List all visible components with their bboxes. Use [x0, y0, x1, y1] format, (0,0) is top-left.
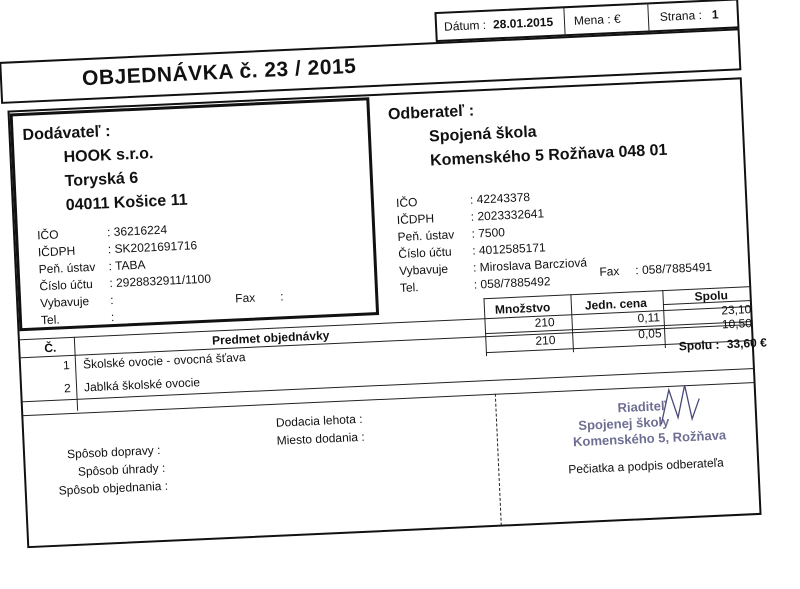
signature-scribble — [654, 378, 716, 431]
supplier-tel: : — [110, 309, 115, 325]
signature-caption: Pečiatka a podpis odberateľa — [568, 455, 725, 477]
col-predmet: Predmet objednávky — [211, 328, 330, 348]
supplier-tel-label: Tel. — [40, 312, 60, 328]
customer-icdph: : 2023332641 — [470, 206, 545, 224]
stamp-line-2: Spojenej školy — [577, 413, 670, 434]
customer-fax: : 058/7885491 — [635, 259, 713, 278]
datum-value: 28.01.2015 — [492, 14, 554, 32]
supplier-vybavuje-label: Vybavuje — [39, 294, 90, 311]
row-2-price: 0,05 — [637, 326, 662, 342]
row-2-qty: 210 — [535, 333, 556, 348]
row-2-num: 2 — [63, 381, 72, 396]
dodacia-lehota: Dodacia lehota : — [275, 411, 363, 430]
col-cislo: Č. — [43, 340, 57, 356]
customer-fax-label: Fax — [599, 264, 620, 279]
strana-value: 1 — [711, 7, 719, 22]
customer-ico-label: IČO — [395, 195, 418, 211]
customer-name: Spojená škola — [428, 123, 537, 146]
supplier-city: 04011 Košice 11 — [65, 191, 188, 215]
supplier-account-label: Číslo účtu — [39, 276, 94, 294]
page-title: OBJEDNÁVKA č. 23 / 2015 — [81, 54, 357, 91]
supplier-ico: : 36216224 — [106, 222, 168, 240]
supplier-icdph-label: IČDPH — [37, 243, 76, 260]
stamp-line-3: Komenského 5, Rožňava — [572, 427, 727, 450]
supplier-icdph: : SK2021691716 — [107, 238, 198, 257]
customer-ico: : 42243378 — [469, 190, 531, 207]
supplier-account: : 2928832911/1100 — [109, 271, 212, 291]
datum-label: Dátum : — [443, 17, 487, 34]
row-1-num: 1 — [62, 358, 71, 373]
supplier-fax: : — [279, 289, 284, 304]
stamp-line-1: Riaditeľ — [617, 398, 667, 416]
supplier-ico-label: IČO — [36, 227, 59, 243]
supplier-bank: : TABA — [108, 257, 146, 274]
sposob-dopravy: Spôsob dopravy : — [66, 443, 161, 462]
customer-heading: Odberateľ : — [387, 102, 475, 124]
supplier-street: Toryská 6 — [64, 169, 139, 191]
row-1-total: 23,10 — [720, 302, 752, 318]
col-spolu: Spolu — [694, 288, 729, 304]
customer-icdph-label: IČDPH — [396, 211, 435, 228]
sum-label: Spolu : — [678, 337, 720, 354]
customer-address: Komenského 5 Rožňava 048 01 — [429, 141, 668, 170]
mena-value: € — [613, 11, 621, 27]
customer-account-label: Číslo účtu — [398, 244, 452, 262]
row-1-item: Školské ovocie - ovocná šťava — [82, 350, 246, 372]
row-1-price: 0,11 — [637, 310, 661, 326]
row-1-qty: 210 — [534, 315, 555, 330]
customer-account: : 4012585171 — [471, 240, 546, 258]
customer-bank-label: Peň. ústav — [397, 227, 455, 245]
supplier-fax-label: Fax — [234, 290, 256, 306]
sposob-uhrady: Spôsob úhrady : — [77, 460, 166, 479]
sposob-objednania: Spôsob objednania : — [58, 478, 169, 498]
sum-value: 33,60 € — [726, 335, 768, 352]
col-mnozstvo: Množstvo — [494, 300, 551, 317]
customer-bank: : 7500 — [471, 225, 506, 241]
supplier-vybavuje: : — [109, 293, 114, 308]
mena-label: Mena : — [573, 12, 611, 28]
col-cena: Jedn. cena — [584, 295, 648, 313]
customer-vybavuje: : Miroslava Barcziová — [472, 255, 588, 275]
miesto-dodania: Miesto dodania : — [276, 429, 366, 448]
row-2-total: 10,50 — [721, 316, 753, 332]
supplier-name: HOOK s.r.o. — [63, 145, 154, 167]
strana-label: Strana : — [659, 8, 703, 24]
customer-vybavuje-label: Vybavuje — [398, 261, 449, 279]
supplier-heading: Dodávateľ : — [22, 122, 111, 144]
row-2-item: Jablká školské ovocie — [83, 375, 201, 395]
customer-tel: : 058/7885492 — [473, 274, 551, 292]
customer-tel-label: Tel. — [399, 280, 419, 295]
supplier-bank-label: Peň. ústav — [38, 259, 96, 277]
